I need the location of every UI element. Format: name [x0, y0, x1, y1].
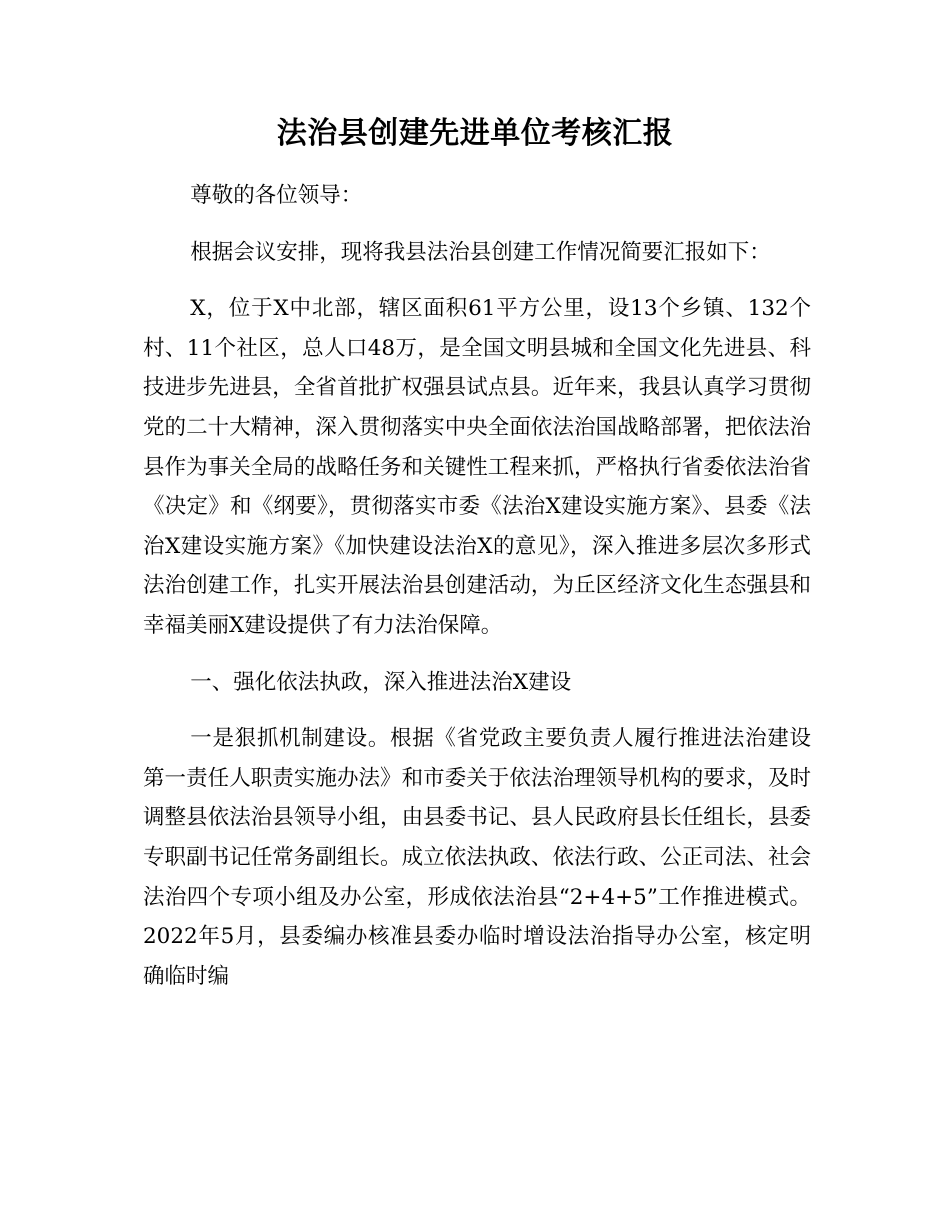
section-heading: 一、强化依法执政，深入推进法治X建设 [190, 669, 572, 695]
overview-paragraph: X，位于X中北部，辖区面积61平方公里，设13个乡镇、132个村、11个社区，总人口48万，是全国文明县城和全国文化先进县、科技进步先进县，全省首批扩权强县试点县。近年来，我县认真学习贯彻党的二十大精神，深入贯彻落实中央全面依法治国战略部署，把依法治县作为事关全局的战略任务和关键性工程来抓，严格执行省委依法治省《决定》和《纲要》，贯彻落实市委《法治X建设实施方案》、县委《法治X建设实施方案》《加快建设法治X的意见》，深入推进多层次多形式法治创建工作，扎实开展法治县创建活动，为丘区经济文化生态强县和幸福美丽X建设提供了有力法治保障。 [143, 296, 811, 638]
document-body [143, 176, 811, 996]
intro-paragraph: 根据会议安排，现将我县法治县创建工作情况简要汇报如下： [190, 239, 771, 265]
salutation-paragraph: 尊敬的各位领导： [190, 183, 363, 208]
mechanism-paragraph: 一是狠抓机制建设。根据《省党政主要负责人履行推进法治建设第一责任人职责实施办法》和市委关于依法治理领导机构的要求，及时调整县依法治县领导小组，由县委书记、县人民政府县长任组长，县委专职副书记任常务副组长。成立依法执政、依法行政、公正司法、社会法治四个专项小组及办公室，形成依法治县“2+4+5”工作推进模式。2022年5月，县委编办核准县委办临时增设法治指导办公室，核定明确临时编 [143, 726, 811, 989]
document-title: 法治县创建先进单位考核汇报 [276, 116, 674, 151]
